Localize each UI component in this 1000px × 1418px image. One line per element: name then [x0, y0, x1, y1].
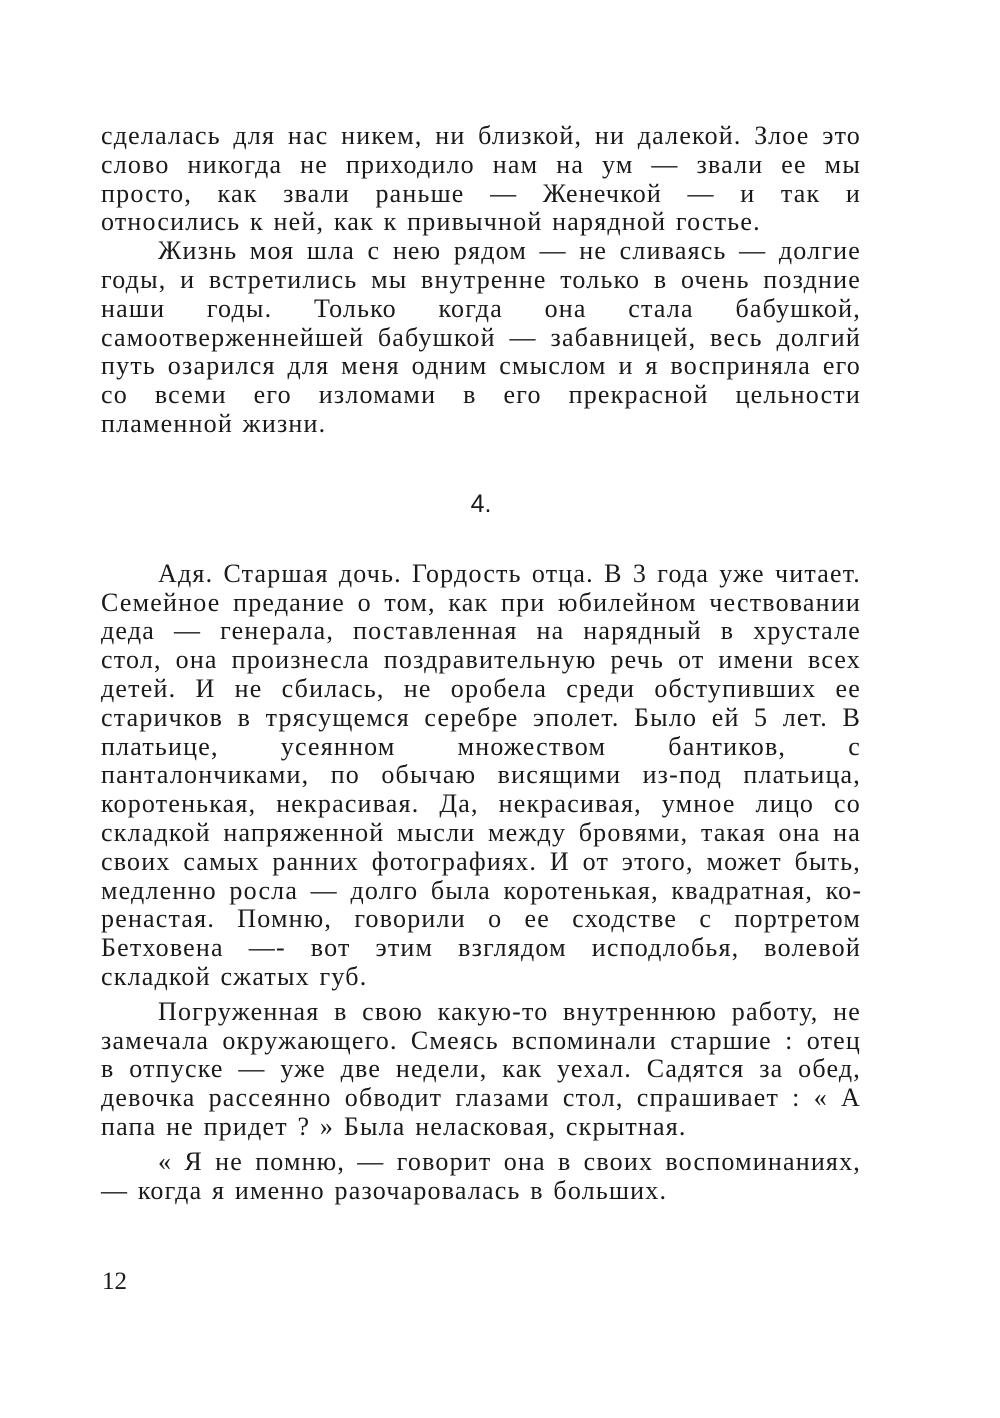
section-number: 4.	[470, 489, 492, 518]
paragraph: Жизнь моя шла с нею рядом — не сливаясь — долгие годы, и встретились мы внутренне только в очень поздние наши годы. Только когда она стала бабушкой, самоотверженнейшей бабушкой — забавницей, весь долгий путь озарился для меня одним смыслом и я восприняла его со всеми его изломами в его прекрасной цельности пламенной жизни.	[101, 236, 861, 438]
paragraph: Адя. Старшая дочь. Гордость отца. В 3 года уже читает. Семейное предание о том, как при юбилейном чествовании деда — генерала, поставленная на нарядный в хрустале стол, она произнесла поздравительную речь от имени всех детей. И не сбилась, не оробела среди обступивших ее старичков в трясущемся серебре эполет. Было ей 5 лет. В платьице, усеянном множеством бантиков, с панталончиками, по обычаю висящими из-под платьица, коротенькая, некрасивая. Да, некрасивая, умное лицо со складкой напряженной мысли между бровями, такая она на своих самых ранних фотографиях. И от этого, может быть, медленно росла — долго была коротенькая, квадратная, коренастая. Помню, говорили о ее сходстве с портретом Бетховена —- вот этим взглядом исподлобья, волевой складкой сжатых губ.	[101, 558, 861, 991]
page-body	[101, 122, 861, 1205]
page-number: 12	[102, 1268, 127, 1295]
paragraph: « Я не помню, — говорит она в своих воспоминаниях, — когда я именно разочаровалась в больших.	[101, 1146, 861, 1205]
paragraph: сделалась для нас никем, ни близкой, ни далекой. Злое это слово никогда не приходило нам на ум — звали ее мы просто, как звали раньше — Женечкой — и так и относились к ней, как к привычной нарядной гостье.	[101, 121, 861, 237]
paragraph: Погруженная в свою какую-то внутреннюю работу, не замечала окружающего. Смеясь вспоминали старшие : отец в отпуске — уже две недели, как уехал. Садятся за обед, девочка рассеянно обводит глазами стол, спрашивает : « А папа не придет ? » Была неласковая, скрытная.	[101, 996, 861, 1141]
